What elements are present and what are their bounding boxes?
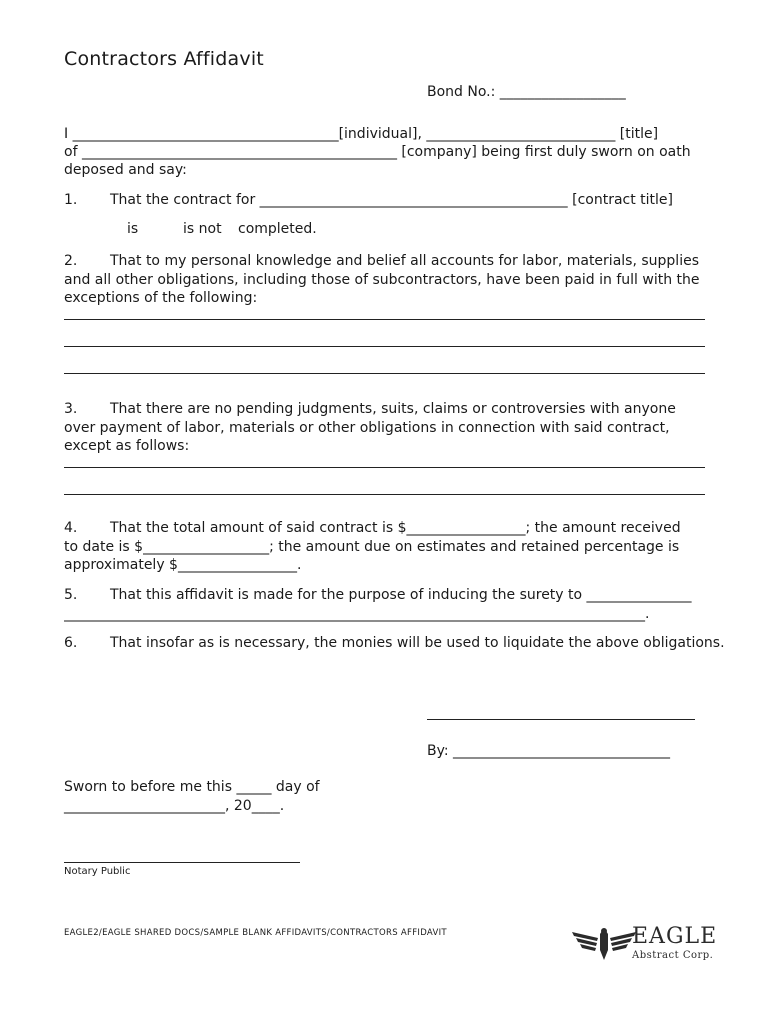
logo-word: EAGLE <box>632 924 718 949</box>
item-3-text: That there are no pending judgments, suits, claims or controversies with anyone over payment of labor, materials or other obligations in connection with said contract, except as follows: <box>64 401 676 454</box>
item-4-line-3: approximately $_________________. <box>64 557 302 573</box>
intro-line-3: deposed and say: <box>64 162 187 178</box>
signature-by: By: _______________________________ <box>427 743 671 759</box>
item-4-number: 4. <box>64 520 78 536</box>
sworn-line-1: Sworn to before me this _____ day of <box>64 779 320 795</box>
document-title: Contractors Affidavit <box>64 48 264 70</box>
option-is: is <box>127 221 139 237</box>
eagle-icon <box>570 924 638 964</box>
bond-number: Bond No.: __________________ <box>427 84 626 100</box>
item-6-number: 6. <box>64 635 78 651</box>
item-3-number: 3. <box>64 401 78 417</box>
notary-label: Notary Public <box>64 866 131 877</box>
notary-line <box>64 862 300 863</box>
item-2 <box>64 252 706 308</box>
signature-line <box>427 719 695 720</box>
item-1-number: 1. <box>64 192 78 208</box>
sworn-line-2: _______________________, 20____. <box>64 798 285 814</box>
eagle-logo <box>570 922 720 968</box>
item-1-text: That the contract for ____________________________________________ [contract title] <box>110 192 674 208</box>
exceptions-line-2 <box>64 346 705 347</box>
item-2-text: That to my personal knowledge and belief all accounts for labor, materials, supplies and all other obligations, including those of subcontractors, have been paid in full with the exceptions of the following: <box>64 253 700 306</box>
item-6-text: That insofar as is necessary, the monies will be used to liquidate the above obligations. <box>110 635 725 651</box>
footer-path: EAGLE2/EAGLE SHARED DOCS/SAMPLE BLANK AFFIDAVITS/CONTRACTORS AFFIDAVIT <box>64 928 447 938</box>
completed-label: completed. <box>238 221 317 237</box>
exceptions-line-1 <box>64 319 705 320</box>
item-2-number: 2. <box>64 253 78 269</box>
item-4-line-2: to date is $__________________; the amount due on estimates and retained percentage is <box>64 539 680 555</box>
intro-line-2: of _____________________________________________ [company] being first duly sworn on oath <box>64 144 691 160</box>
intro-line-1: I ______________________________________[individual], ___________________________ [title] <box>64 126 659 142</box>
logo-subtitle: Abstract Corp. <box>632 950 714 961</box>
item-4-line-1: That the total amount of said contract is $_________________; the amount received <box>110 520 681 536</box>
item-3 <box>64 400 706 456</box>
option-is-not: is not <box>183 221 222 237</box>
follows-line-1 <box>64 467 705 468</box>
item-5-line-1: That this affidavit is made for the purpose of inducing the surety to _______________ <box>110 587 692 603</box>
item-5-number: 5. <box>64 587 78 603</box>
exceptions-line-3 <box>64 373 705 374</box>
follows-line-2 <box>64 494 705 495</box>
item-5-line-2: ___________________________________________________________________________________. <box>64 606 650 622</box>
